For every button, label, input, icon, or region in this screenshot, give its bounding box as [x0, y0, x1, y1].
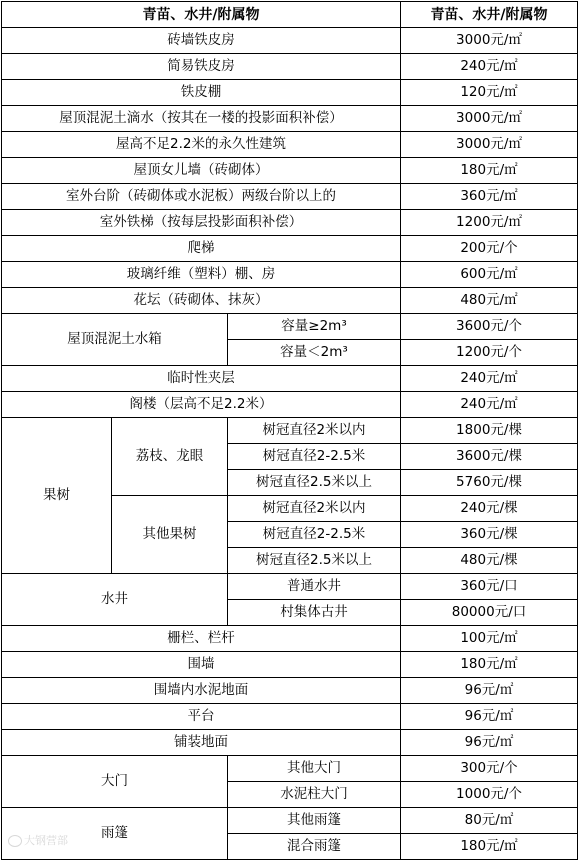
price-cell: 200元/个: [401, 236, 578, 262]
item-cell: 爬梯: [2, 236, 401, 262]
table-row: [2, 210, 578, 236]
table-row: [2, 808, 578, 834]
table-row: [2, 574, 578, 600]
item-cell-group: 屋顶混泥土水箱: [2, 314, 228, 366]
sub-item-cell: 容量＜2m³: [228, 340, 401, 366]
price-cell: 240元/㎡: [401, 366, 578, 392]
price-cell: 1800元/棵: [401, 418, 578, 444]
sub-item-cell: 普通水井: [228, 574, 401, 600]
sub-item-cell: 树冠直径2米以内: [228, 496, 401, 522]
price-cell: 240元/㎡: [401, 392, 578, 418]
price-cell: 480元/棵: [401, 548, 578, 574]
item-cell: 临时性夹层: [2, 366, 401, 392]
item-cell: 砖墙铁皮房: [2, 28, 401, 54]
item-cell: 铁皮棚: [2, 80, 401, 106]
table-row: [2, 678, 578, 704]
item-cell: 阁楼（层高不足2.2米）: [2, 392, 401, 418]
item-cell: 围墙: [2, 652, 401, 678]
table-row: [2, 106, 578, 132]
item-cell: 围墙内水泥地面: [2, 678, 401, 704]
sub-item-cell: 其他雨篷: [228, 808, 401, 834]
item-cell: 屋顶混泥土滴水（按其在一楼的投影面积补偿）: [2, 106, 401, 132]
table-row: [2, 418, 578, 444]
sub-item-cell: 混合雨篷: [228, 834, 401, 860]
price-cell: 5760元/棵: [401, 470, 578, 496]
item-cell: 室外台阶（砖砌体或水泥板）两级台阶以上的: [2, 184, 401, 210]
table-header-row: [2, 2, 578, 28]
item-cell: 花坛（砖砌体、抹灰）: [2, 288, 401, 314]
table-row: [2, 730, 578, 756]
sub-group-cell: 荔枝、龙眼: [112, 418, 228, 496]
table-row: [2, 80, 578, 106]
sub-item-cell: 水泥柱大门: [228, 782, 401, 808]
table-row: [2, 314, 578, 340]
sub-item-cell: 其他大门: [228, 756, 401, 782]
price-cell: 180元/㎡: [401, 652, 578, 678]
table-row: [2, 28, 578, 54]
header-price-col: 青苗、水井/附属物: [401, 2, 578, 28]
table-row: [2, 652, 578, 678]
price-cell: 3000元/㎡: [401, 28, 578, 54]
sub-item-cell: 树冠直径2.5米以上: [228, 470, 401, 496]
item-cell: 玻璃纤维（塑料）棚、房: [2, 262, 401, 288]
table-row: [2, 756, 578, 782]
price-cell: 180元/㎡: [401, 834, 578, 860]
table-row: [2, 366, 578, 392]
watermark: [8, 832, 68, 848]
price-cell: 600元/㎡: [401, 262, 578, 288]
table-row: [2, 132, 578, 158]
item-cell: 栅栏、栏杆: [2, 626, 401, 652]
table-row: [2, 158, 578, 184]
compensation-table: [1, 1, 578, 860]
price-cell: 300元/个: [401, 756, 578, 782]
table-row: [2, 626, 578, 652]
item-cell-group: 果树: [2, 418, 112, 574]
price-cell: 3600元/棵: [401, 444, 578, 470]
table-row: [2, 262, 578, 288]
item-cell-group: 大门: [2, 756, 228, 808]
price-cell: 120元/㎡: [401, 80, 578, 106]
item-cell: 简易铁皮房: [2, 54, 401, 80]
price-cell: 3000元/㎡: [401, 132, 578, 158]
header-item-col: 青苗、水井/附属物: [2, 2, 401, 28]
sub-item-cell: 村集体古井: [228, 600, 401, 626]
price-cell: 3600元/个: [401, 314, 578, 340]
price-cell: 96元/㎡: [401, 704, 578, 730]
price-cell: 80元/㎡: [401, 808, 578, 834]
item-cell: 铺装地面: [2, 730, 401, 756]
item-cell: 屋高不足2.2米的永久性建筑: [2, 132, 401, 158]
item-cell-group: 雨篷: [2, 808, 228, 860]
sub-item-cell: 树冠直径2-2.5米: [228, 444, 401, 470]
table-row: [2, 704, 578, 730]
table-row: [2, 54, 578, 80]
price-cell: 100元/㎡: [401, 626, 578, 652]
table-row: [2, 184, 578, 210]
price-cell: 360元/棵: [401, 522, 578, 548]
price-cell: 96元/㎡: [401, 678, 578, 704]
item-cell: 室外铁梯（按每层投影面积补偿）: [2, 210, 401, 236]
item-cell: 屋顶女儿墙（砖砌体）: [2, 158, 401, 184]
sub-item-cell: 树冠直径2-2.5米: [228, 522, 401, 548]
table-row: [2, 392, 578, 418]
price-cell: 1000元/个: [401, 782, 578, 808]
price-cell: 1200元/个: [401, 340, 578, 366]
sub-item-cell: 树冠直径2.5米以上: [228, 548, 401, 574]
price-cell: 96元/㎡: [401, 730, 578, 756]
table-row: [2, 236, 578, 262]
watermark-logo-icon: [8, 835, 22, 847]
price-cell: 240元/棵: [401, 496, 578, 522]
sub-item-cell: 容量≥2m³: [228, 314, 401, 340]
price-cell: 360元/口: [401, 574, 578, 600]
item-cell-group: 水井: [2, 574, 228, 626]
table-row: [2, 288, 578, 314]
item-cell: 平台: [2, 704, 401, 730]
sub-item-cell: 树冠直径2米以内: [228, 418, 401, 444]
sub-group-cell: 其他果树: [112, 496, 228, 574]
price-cell: 480元/㎡: [401, 288, 578, 314]
watermark-text: 大钢营部: [24, 834, 68, 847]
price-cell: 80000元/口: [401, 600, 578, 626]
price-cell: 240元/㎡: [401, 54, 578, 80]
price-cell: 360元/㎡: [401, 184, 578, 210]
price-cell: 1200元/㎡: [401, 210, 578, 236]
price-cell: 180元/㎡: [401, 158, 578, 184]
price-cell: 3000元/㎡: [401, 106, 578, 132]
